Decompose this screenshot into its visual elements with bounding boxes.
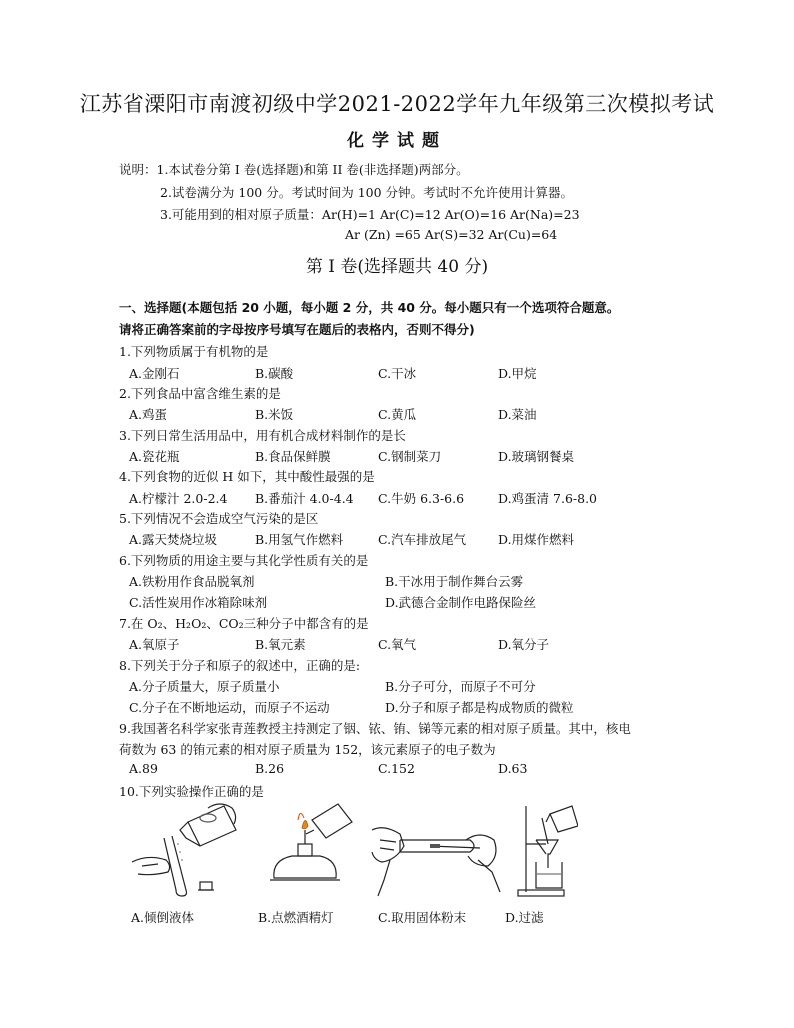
- section-title: 第 I 卷(选择题共 40 分): [305, 257, 489, 277]
- question-9-stem: 9.我国著名科学家张青莲教授主持测定了铟、铱、铕、锑等元素的相对原子质量。其中，核电: [119, 721, 631, 736]
- note-2: 2.试卷满分为 100 分。考试时间为 100 分钟。考试时不允许使用计算器。: [160, 185, 574, 200]
- question-7-option-d: D.氧分子: [498, 637, 550, 652]
- figure-pouring-liquid: [128, 800, 246, 900]
- question-6-stem: 6.下列物质的用途主要与其化学性质有关的是: [119, 553, 369, 568]
- note-4: Ar (Zn) =65 Ar(S)=32 Ar(Cu)=64: [345, 227, 558, 242]
- question-3-option-b: B.食品保鲜膜: [255, 449, 331, 464]
- note-1: 说明：1.本试卷分第 I 卷(选择题)和第 II 卷(非选择题)两部分。: [119, 162, 469, 177]
- question-9-stem-continued: 荷数为 63 的铕元素的相对原子质量为 152，该元素原子的电子数为: [119, 742, 496, 757]
- question-9-option-d: D.63: [498, 761, 528, 776]
- question-10-option-a: A.倾倒液体: [131, 910, 195, 925]
- question-9-option-c: C.152: [378, 761, 415, 776]
- question-3-option-a: A.瓷花瓶: [129, 449, 180, 464]
- question-6-option-c: C.活性炭用作冰箱除味剂: [129, 595, 268, 610]
- question-10-option-c: C.取用固体粉末: [378, 910, 467, 925]
- question-4-option-c: C.牛奶 6.3-6.6: [378, 491, 465, 506]
- question-10-option-b: B.点燃酒精灯: [258, 910, 334, 925]
- question-8-option-a: A.分子质量大，原子质量小: [129, 679, 280, 694]
- question-7-option-a: A.氧原子: [129, 637, 180, 652]
- question-5-option-a: A.露天焚烧垃圾: [129, 532, 218, 547]
- question-6-option-d: D.武德合金制作电路保险丝: [385, 595, 537, 610]
- question-4-option-b: B.番茄汁 4.0-4.4: [255, 491, 354, 506]
- question-7-option-c: C.氧气: [378, 637, 417, 652]
- question-5-option-b: B.用氢气作燃料: [255, 532, 344, 547]
- question-2-option-a: A.鸡蛋: [129, 407, 168, 422]
- question-9-option-a: A.89: [129, 761, 158, 776]
- question-8-option-c: C.分子在不断地运动，而原子不运动: [129, 700, 330, 715]
- figure-alcohol-lamp: [262, 800, 358, 900]
- figure-solid-powder: [370, 800, 502, 900]
- question-3-option-c: C.钢制菜刀: [378, 449, 442, 464]
- question-8-option-b: B.分子可分，而原子不可分: [385, 679, 536, 694]
- question-4-option-a: A.柠檬汁 2.0-2.4: [129, 491, 228, 506]
- question-2-option-b: B.米饭: [255, 407, 294, 422]
- question-6-option-a: A.铁粉用作食品脱氧剂: [129, 574, 255, 589]
- question-3-option-d: D.玻璃钢餐桌: [498, 449, 575, 464]
- exam-title: 江苏省溧阳市南渡初级中学2021-2022学年九年级第三次模拟考试: [79, 92, 715, 116]
- question-2-option-d: D.菜油: [498, 407, 537, 422]
- question-1-option-d: D.甲烷: [498, 366, 537, 381]
- question-9-option-b: B.26: [255, 761, 285, 776]
- instruction-1: 一、选择题(本题包括 20 小题，每小题 2 分，共 40 分。每小题只有一个选项符合题意。: [119, 300, 620, 315]
- question-8-stem: 8.下列关于分子和原子的叙述中，正确的是:: [119, 658, 361, 673]
- question-2-option-c: C.黄瓜: [378, 407, 417, 422]
- question-7-stem: 7.在 O₂、H₂O₂、CO₂三种分子中都含有的是: [119, 616, 369, 631]
- question-7-option-b: B.氧元素: [255, 637, 306, 652]
- question-5-option-c: C.汽车排放尾气: [378, 532, 467, 547]
- figure-filtration: [506, 800, 578, 900]
- question-4-option-d: D.鸡蛋清 7.6-8.0: [498, 491, 598, 506]
- question-5-option-d: D.用煤作燃料: [498, 532, 575, 547]
- question-2-stem: 2.下列食品中富含维生素的是: [119, 386, 281, 401]
- question-8-option-d: D.分子和原子都是构成物质的微粒: [385, 700, 574, 715]
- question-6-option-b: B.干冰用于制作舞台云雾: [385, 574, 524, 589]
- instruction-2: 请将正确答案前的字母按序号填写在题后的表格内，否则不得分): [119, 322, 475, 337]
- note-3: 3.可能用到的相对原子质量：Ar(H)=1 Ar(C)=12 Ar(O)=16 Ar(Na)=23: [160, 207, 580, 222]
- question-3-stem: 3.下列日常生活用品中，用有机合成材料制作的是长: [119, 428, 406, 443]
- question-1-option-b: B.碳酸: [255, 366, 294, 381]
- question-10-stem: 10.下列实验操作正确的是: [119, 784, 264, 799]
- question-4-stem: 4.下列食物的近似 H 如下，其中酸性最强的是: [119, 469, 375, 484]
- question-1-option-a: A.金刚石: [129, 366, 180, 381]
- question-10-option-d: D.过滤: [505, 910, 544, 925]
- exam-subtitle: 化学试题: [347, 131, 447, 151]
- question-1-stem: 1.下列物质属于有机物的是: [119, 344, 269, 359]
- question-1-option-c: C.干冰: [378, 366, 417, 381]
- question-5-stem: 5.下列情况不会造成空气污染的是区: [119, 511, 319, 526]
